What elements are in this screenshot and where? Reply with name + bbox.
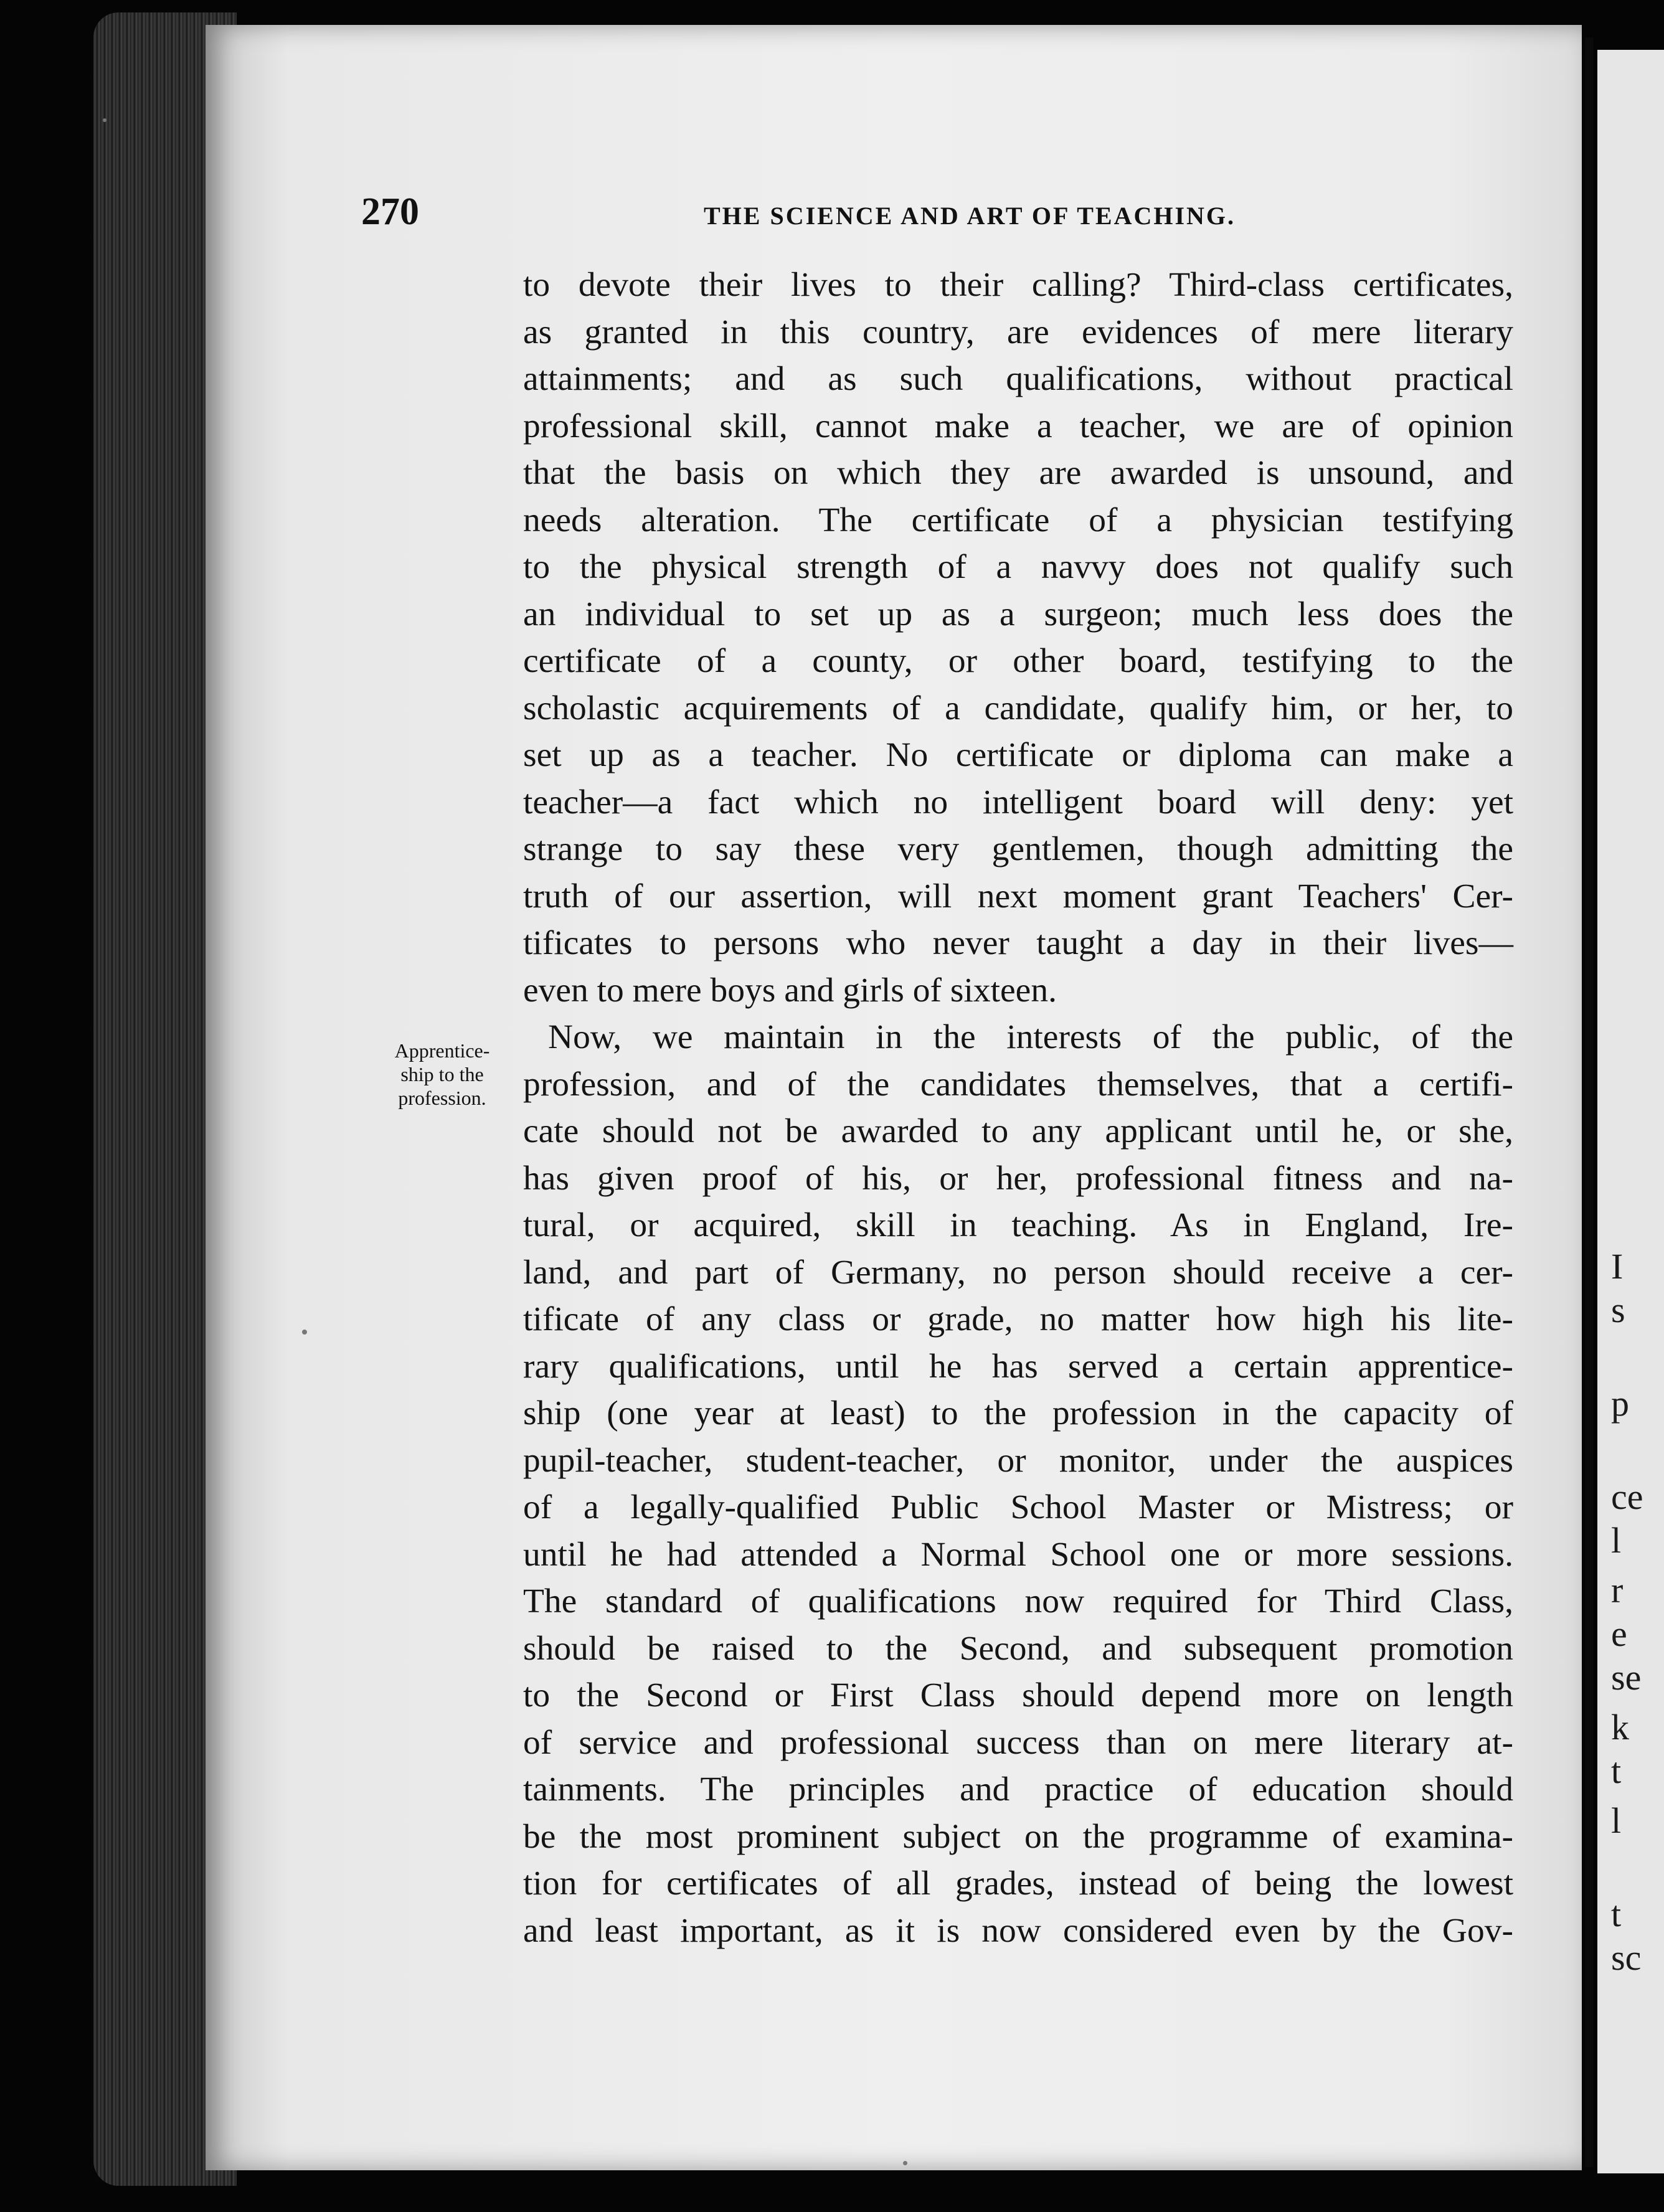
- facing-page-fragment: t: [1611, 1894, 1622, 1934]
- text-line: an individual to set up as a surgeon; much less does the: [523, 595, 1513, 633]
- text-line: to the Second or First Class should depend more on length: [523, 1676, 1513, 1714]
- facing-page-fragment: e: [1611, 1614, 1627, 1654]
- margin-note: [367, 1039, 517, 1110]
- dust-speck: [103, 118, 106, 122]
- facing-page-fragment: I: [1611, 1246, 1624, 1287]
- facing-page-edge: [1597, 50, 1664, 2173]
- facing-page-fragment: k: [1611, 1707, 1629, 1747]
- facing-page-fragment: sc: [1611, 1937, 1642, 1978]
- text-line: and least important, as it is now considered even by the Gov-: [523, 1911, 1513, 1950]
- text-line: of a legally-qualified Public School Master or Mistress; or: [523, 1488, 1513, 1526]
- text-line: until he had attended a Normal School one or more sessions.: [523, 1535, 1513, 1574]
- facing-page-fragment: ce: [1611, 1477, 1643, 1517]
- facing-page-fragment: r: [1611, 1570, 1624, 1610]
- text-line: pupil-teacher, student-teacher, or monitor, under the auspices: [523, 1441, 1513, 1480]
- text-line: tainments. The principles and practice of education should: [523, 1770, 1513, 1808]
- text-line: rary qualifications, until he has served a certain apprentice-: [523, 1347, 1513, 1386]
- text-line: needs alteration. The certificate of a physician testifying: [523, 501, 1513, 539]
- text-line: truth of our assertion, will next moment grant Teachers' Cer-: [523, 877, 1513, 915]
- margin-note-line: ship to the: [400, 1063, 484, 1085]
- dust-speck: [903, 2161, 907, 2165]
- gutter: [1585, 37, 1594, 2167]
- text-line: to the physical strength of a navvy does not qualify such: [523, 548, 1513, 586]
- text-line: tificates to persons who never taught a day in their lives—: [523, 924, 1513, 962]
- text-line: tion for certificates of all grades, instead of being the lowest: [523, 1865, 1513, 1902]
- facing-page-fragment: p: [1611, 1383, 1629, 1424]
- text-line: The standard of qualifications now required for Third Class,: [523, 1582, 1513, 1620]
- text-line: as granted in this country, are evidences of mere literary: [523, 313, 1513, 351]
- text-line: land, and part of Germany, no person should receive a cer-: [523, 1253, 1513, 1292]
- facing-page-fragment: l: [1611, 1800, 1622, 1841]
- text-line: scholastic acquirements of a candidate, qualify him, or her, to: [523, 689, 1513, 727]
- facing-page-fragment: s: [1611, 1290, 1625, 1330]
- text-line: tificate of any class or grade, no matter how high his lite-: [523, 1300, 1513, 1338]
- text-line: should be raised to the Second, and subsequent promotion: [523, 1629, 1513, 1668]
- text-line: of service and professional success than on mere literary at-: [523, 1723, 1513, 1762]
- facing-page-fragment: se: [1611, 1657, 1642, 1698]
- text-line: be the most prominent subject on the programme of examina-: [523, 1817, 1513, 1856]
- text-line: teacher—a fact which no intelligent board will deny: yet: [523, 783, 1513, 821]
- dust-speck: [302, 1330, 307, 1335]
- text-line: ship (one year at least) to the profession in the capacity of: [523, 1394, 1513, 1432]
- text-line: professional skill, cannot make a teacher, we are of opinion: [523, 407, 1513, 445]
- text-line: profession, and of the candidates themselves, that a certifi-: [523, 1065, 1513, 1104]
- text-line: attainments; and as such qualifications, without practical: [523, 360, 1513, 398]
- text-line: cate should not be awarded to any applicant until he, or she,: [523, 1112, 1513, 1150]
- margin-note-line: profession.: [398, 1087, 486, 1109]
- page-number: 270: [361, 191, 419, 233]
- body-text: [523, 262, 1513, 1954]
- text-line: strange to say these very gentlemen, though admitting the: [523, 830, 1513, 868]
- text-line: tural, or acquired, skill in teaching. As in England, Ire-: [523, 1206, 1513, 1244]
- text-line: set up as a teacher. No certificate or diploma can make a: [523, 736, 1513, 774]
- text-line: has given proof of his, or her, professional fitness and na-: [523, 1159, 1513, 1198]
- text-line: certificate of a county, or other board, testifying to the: [523, 642, 1513, 680]
- facing-page-fragment: t: [1611, 1751, 1622, 1791]
- text-line: Now, we maintain in the interests of the public, of the: [548, 1018, 1513, 1056]
- running-head: THE SCIENCE AND ART OF TEACHING.: [704, 202, 1236, 230]
- margin-note-line: Apprentice-: [394, 1039, 490, 1062]
- text-line: even to mere boys and girls of sixteen.: [523, 971, 1057, 1009]
- facing-page-fragment: l: [1611, 1520, 1622, 1561]
- text-line: that the basis on which they are awarded is unsound, and: [523, 454, 1513, 492]
- text-line: to devote their lives to their calling? Third-class certificates,: [523, 266, 1513, 304]
